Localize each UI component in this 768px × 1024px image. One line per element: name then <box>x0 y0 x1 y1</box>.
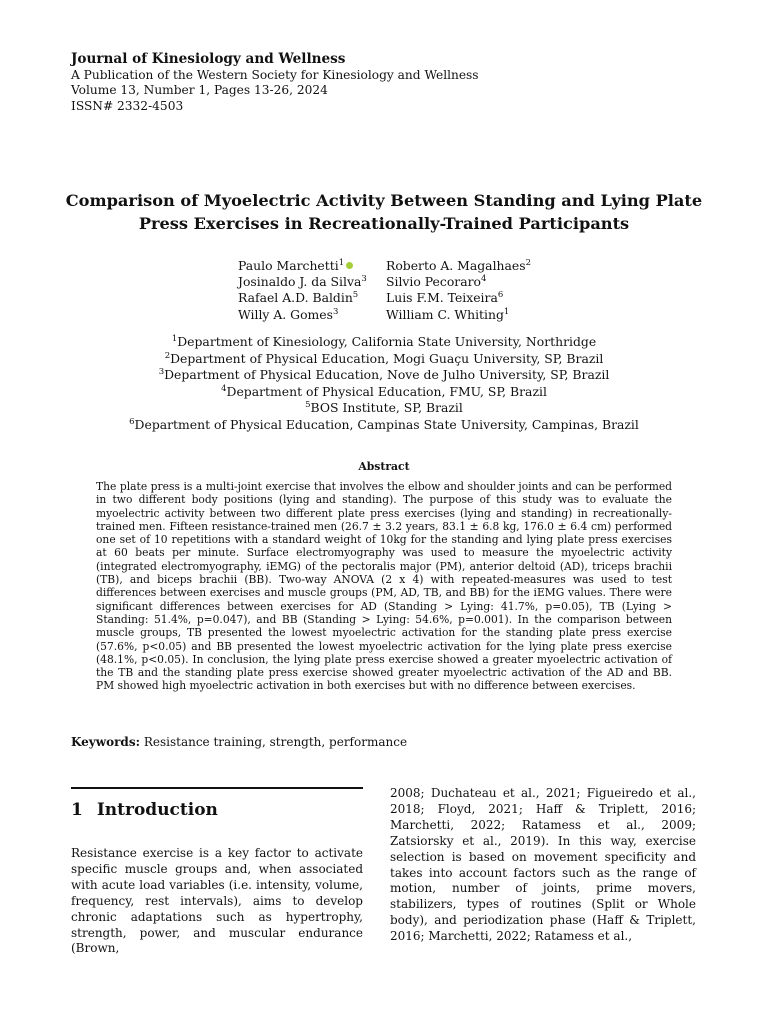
keywords <box>71 735 407 749</box>
author-name: William C. Whiting <box>386 306 504 322</box>
section-title: Introduction <box>96 800 218 820</box>
affiliation-sup: 2 <box>164 350 171 361</box>
author-affil-sup: 2 <box>525 258 532 268</box>
affiliation-text: Department of Kinesiology, California State University, Northridge <box>177 334 597 349</box>
author <box>238 274 367 290</box>
affiliation <box>60 351 708 368</box>
author-name: Silvio Pecoraro <box>386 274 481 290</box>
journal-issn: ISSN# 2332-4503 <box>71 98 184 113</box>
author <box>238 258 367 274</box>
author-name: Luis F.M. Teixeira <box>386 290 498 306</box>
section-number: 1 <box>71 800 83 820</box>
affiliation <box>60 384 708 401</box>
journal-volume: Volume 13, Number 1, Pages 13-26, 2024 <box>71 83 328 97</box>
keywords-text: Resistance training, strength, performance <box>143 735 408 749</box>
affiliation-sup: 1 <box>171 334 178 344</box>
author <box>238 290 367 306</box>
author-name: Josinaldo J. da Silva <box>238 274 362 290</box>
affiliation <box>60 400 708 417</box>
affiliation-sup: 5 <box>305 400 311 411</box>
author <box>238 307 367 323</box>
intro-left-column-text: Resistance exercise is a key factor to activate specific muscle groups and, when associated with acute load variables (i.e. intensity, volume, frequency, rest intervals), aims to develop chronic adaptations such as hypertrophy, strength, power, and muscular endurance (Brown, <box>71 846 363 956</box>
authors-right-column <box>386 258 531 323</box>
paper-title: Comparison of Myoelectric Activity Between Standing and Lying Plate Press Exercises in Recreationally-Trained Participants <box>65 191 703 233</box>
author-affil-sup: 1 <box>338 258 345 268</box>
abstract-text: The plate press is a multi-joint exercise that involves the elbow and shoulder joints and can be performed in two different body positions (lying and standing). The purpose of this study was to evaluate the myoelectric activity between two different plate press exercises (lying and standing) in recreationally-trained men. Fifteen resistance-trained men (26.7 ± 3.2 years, 83.1 ± 6.8 kg, 176.0 ± 6.4 cm) performed one set of 10 repetitions with a standard weight of 10kg for the standing and lying plate press exercises at 60 beats per minute. Surface electromyography was used to measure the myoelectric activity (integrated electromyography, iEMG) of the pectoralis major (PM), anterior deltoid (AD), triceps brachii (TB), and biceps brachii (BB). Two-way ANOVA (2 x 4) with repeated-measures was used to test differences between exercises and muscle groups (PM, AD, TB, and BB) for the iEMG values. There were significant differences between exercises for AD (Standing > Lying: 41.7%, p=0.05), TB (Lying > Standing: 51.4%, p=0.047), and BB (Standing > Lying: 54.6%, p=0.001). In the comparison between muscle groups, TB presented the lowest myoelectric activation for the standing plate press exercise (57.6%, p<0.05) and BB presented the lowest myoelectric activation for the lying plate press exercise (48.1%, p<0.05). In conclusion, the lying plate press exercise showed a greater myoelectric activation of the TB and the standing plate press exercise showed greater myoelectric activation of the AD and BB. PM showed high myoelectric activation in both exercises but with no difference between exercises. <box>96 480 672 693</box>
affiliation-text: Department of Physical Education, Mogi Guaçu University, SP, Brazil <box>170 350 604 366</box>
affiliation-text: Department of Physical Education, FMU, SP, Brazil <box>226 383 547 399</box>
journal-header <box>71 52 479 114</box>
affiliation <box>60 334 708 351</box>
affiliation-sup: 4 <box>221 383 227 394</box>
affiliations <box>60 334 708 434</box>
abstract-heading: Abstract <box>358 460 410 473</box>
author-affil-sup: 1 <box>503 306 510 317</box>
authors-left-column <box>238 258 367 323</box>
intro-right-column-text: 2008; Duchateau et al., 2021; Figueiredo et al., 2018; Floyd, 2021; Haff & Triplett, 2016; Marchetti, 2022; Ratamess et al., 2009; Zatsiorsky et al., 2019). In this way, exercise selection is based on movement specificity and takes into account factors such as the range of motion, number of joints, prime movers, stabilizers, types of routines (Split or Whole body), and periodization phase (Haff & Triplett, 2016; Marchetti, 2022; Ratamess et al., <box>390 786 696 944</box>
affiliation-sup: 6 <box>129 416 135 427</box>
section-heading-introduction <box>71 800 218 820</box>
author <box>386 290 531 306</box>
journal-publisher: A Publication of the Western Society for Kinesiology and Wellness <box>71 67 479 82</box>
author-affil-sup: 3 <box>361 274 367 285</box>
affiliation-sup: 3 <box>158 367 165 378</box>
author-name: Roberto A. Magalhaes <box>386 258 526 273</box>
author-name: Rafael A.D. Baldin <box>238 290 353 306</box>
orcid-icon[interactable] <box>346 262 353 269</box>
author-name: Willy A. Gomes <box>238 306 333 322</box>
author <box>386 307 531 323</box>
journal-name: Journal of Kinesiology and Wellness <box>71 51 346 67</box>
author-affil-sup: 6 <box>497 290 504 301</box>
affiliation-text: Department of Physical Education, Campinas State University, Campinas, Brazil <box>134 416 639 432</box>
author-name: Paulo Marchetti <box>238 258 339 273</box>
author-affil-sup: 3 <box>332 306 339 317</box>
author <box>386 258 531 274</box>
affiliation <box>60 367 708 384</box>
author <box>386 274 531 290</box>
author-affil-sup: 5 <box>352 290 359 301</box>
keywords-label: Keywords: <box>71 735 141 749</box>
section-rule <box>71 787 363 789</box>
author-affil-sup: 4 <box>480 274 487 285</box>
affiliation-text: Department of Physical Education, Nove de Julho University, SP, Brazil <box>164 367 610 383</box>
affiliation <box>60 417 708 434</box>
affiliation-text: BOS Institute, SP, Brazil <box>310 400 463 416</box>
